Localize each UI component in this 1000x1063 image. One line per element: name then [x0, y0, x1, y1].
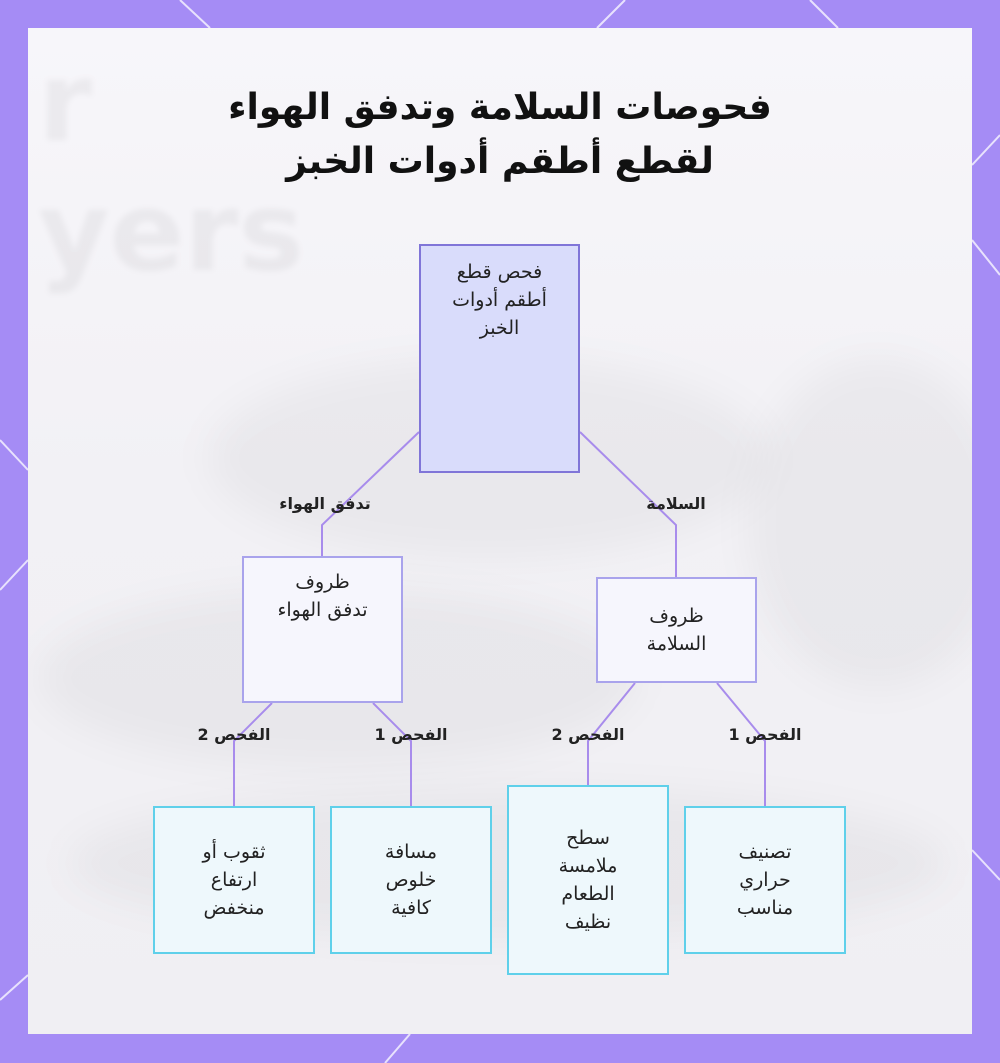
connector-airflow-check1 — [373, 703, 411, 806]
edge-label-airflow-check1: الفحص 1 — [374, 725, 448, 744]
node-text-line: خلوص — [385, 869, 437, 891]
node-holes-text — [202, 838, 265, 922]
diagram-title-line-2: لقطع أطقم أدوات الخبز — [286, 141, 714, 182]
node-root-baking-inspection — [419, 244, 580, 473]
node-airflow-conditions — [242, 556, 403, 703]
edge-label-airflow-check2: الفحص 2 — [197, 725, 271, 744]
node-text-line: نظيف — [564, 911, 612, 933]
edge-label-safety-check2: الفحص 2 — [551, 725, 625, 744]
node-root-text — [452, 258, 547, 342]
node-text-line: مسافة — [384, 841, 438, 863]
node-clearance-text — [385, 838, 437, 922]
node-text-line: ثقوب أو — [202, 841, 266, 863]
node-text-line: تصنيف — [738, 841, 792, 863]
node-text-line: سطح — [566, 827, 610, 849]
connector-safety-check1 — [717, 683, 765, 806]
node-text-line: فحص قطع — [456, 261, 543, 283]
node-text-line: ارتفاع — [210, 869, 258, 891]
edge-label-airflow: تدفق الهواء — [279, 494, 371, 513]
connector-airflow-check2 — [234, 703, 272, 806]
node-text-line: الطعام — [561, 883, 615, 905]
node-safety-conditions — [596, 577, 757, 683]
node-text-line: تدفق الهواء — [277, 599, 368, 621]
node-text-line: الخبز — [479, 317, 520, 339]
node-sufficient-clearance — [330, 806, 492, 954]
node-heat-rating-text — [737, 838, 793, 922]
node-text-line: منخفض — [203, 897, 265, 919]
node-text-line: كافية — [391, 897, 431, 919]
edge-label-safety: السلامة — [646, 494, 706, 513]
node-text-line: حراري — [739, 869, 791, 891]
node-clean-food-surface — [507, 785, 669, 975]
node-airflow-text — [277, 568, 367, 624]
diagram-title-line-1: فحوصات السلامة وتدفق الهواء — [228, 87, 772, 128]
node-text-line: ظروف — [295, 571, 350, 593]
node-text-line: السلامة — [646, 633, 707, 655]
node-text-line: أطقم أدوات — [452, 289, 547, 311]
node-safety-text — [647, 602, 707, 658]
node-text-line: ملامسة — [558, 855, 618, 877]
node-suitable-heat-rating — [684, 806, 846, 954]
node-text-line: مناسب — [736, 897, 794, 919]
node-text-line: ظروف — [649, 605, 704, 627]
edge-label-safety-check1: الفحص 1 — [728, 725, 802, 744]
node-holes-or-low-height — [153, 806, 315, 954]
node-surface-text — [559, 824, 618, 936]
